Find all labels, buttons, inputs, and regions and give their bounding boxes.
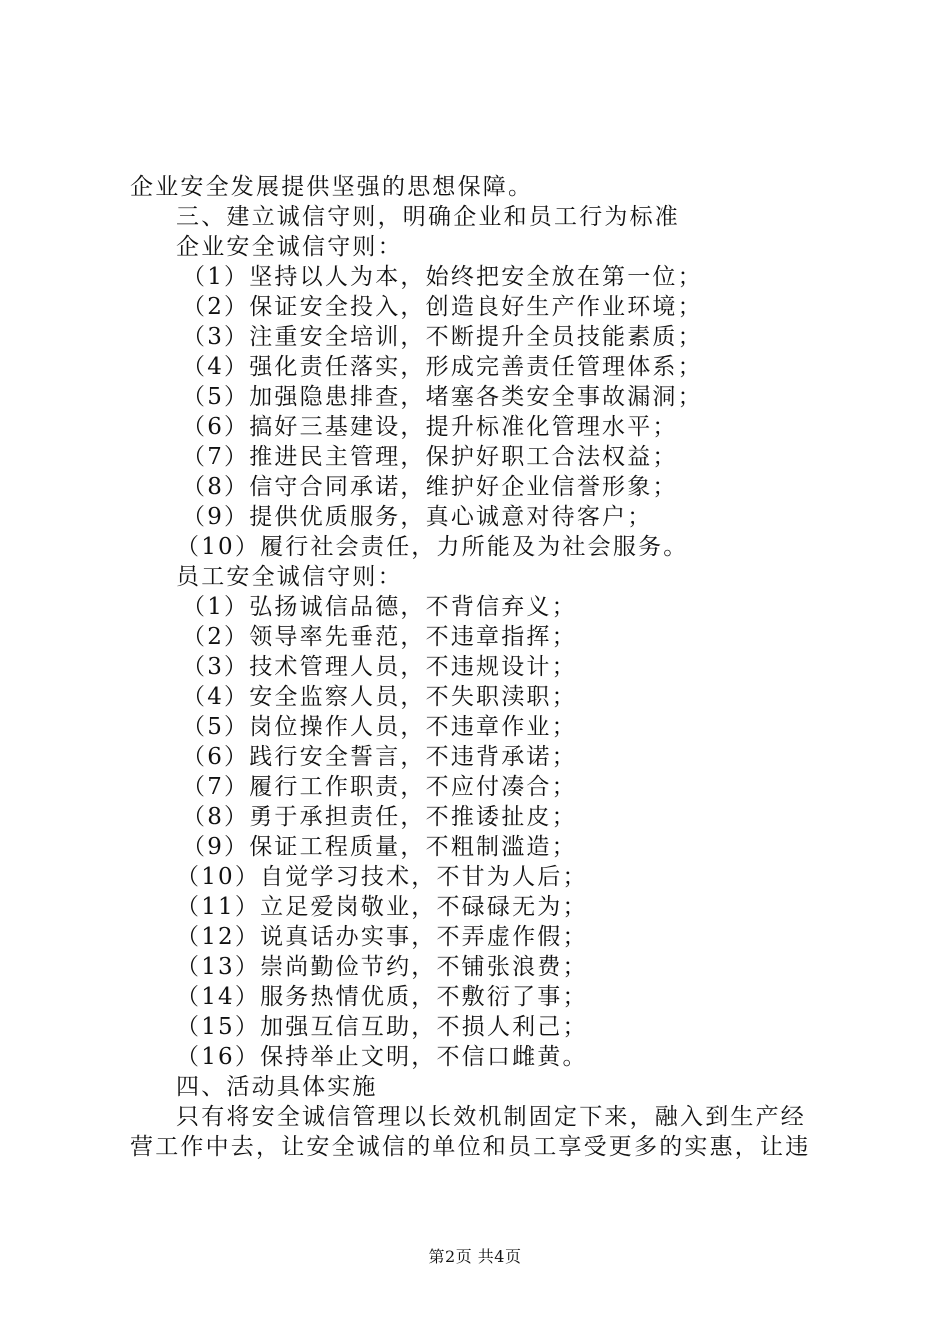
rule-item: （3）技术管理人员，不违规设计； <box>182 654 577 680</box>
rule-item: （8）勇于承担责任，不推诿扯皮； <box>182 804 577 830</box>
page-footer: 第2页 共4页 <box>428 1247 522 1266</box>
rule-item: （1）弘扬诚信品德，不背信弃义； <box>182 594 577 620</box>
rule-item: （3）注重安全培训，不断提升全员技能素质； <box>182 324 703 350</box>
rule-item: （1）坚持以人为本，始终把安全放在第一位； <box>182 264 703 290</box>
rule-item: （4）安全监察人员，不失职渎职； <box>182 684 577 710</box>
rule-item: （16）保持举止文明，不信口雌黄。 <box>176 1044 588 1070</box>
rule-item: （14）服务热情优质，不敷衍了事； <box>176 984 588 1010</box>
paragraph-line: 营工作中去，让安全诚信的单位和员工享受更多的实惠，让违 <box>130 1134 811 1160</box>
rule-item: （5）岗位操作人员，不违章作业； <box>182 714 577 740</box>
rule-item: （6）搞好三基建设，提升标准化管理水平； <box>182 414 678 440</box>
section-heading: 四、活动具体实施 <box>176 1074 378 1100</box>
section-subheading: 员工安全诚信守则： <box>176 564 403 590</box>
rule-item: （9）保证工程质量，不粗制滥造； <box>182 834 577 860</box>
rule-item: （6）践行安全誓言，不违背承诺； <box>182 744 577 770</box>
rule-item: （15）加强互信互助，不损人利己； <box>176 1014 588 1040</box>
rule-item: （7）履行工作职责，不应付凑合； <box>182 774 577 800</box>
section-heading: 三、建立诚信守则，明确企业和员工行为标准 <box>176 204 680 230</box>
rule-item: （8）信守合同承诺，维护好企业信誉形象； <box>182 474 678 500</box>
rule-item: （10）自觉学习技术，不甘为人后； <box>176 864 588 890</box>
rule-item: （11）立足爱岗敬业，不碌碌无为； <box>176 894 588 920</box>
rule-item: （7）推进民主管理，保护好职工合法权益； <box>182 444 678 470</box>
rule-item: （2）领导率先垂范，不违章指挥； <box>182 624 577 650</box>
rule-item: （10）履行社会责任，力所能及为社会服务。 <box>176 534 689 560</box>
section-subheading: 企业安全诚信守则： <box>176 234 403 260</box>
paragraph-line: 只有将安全诚信管理以长效机制固定下来，融入到生产经 <box>176 1104 806 1130</box>
document-body <box>130 172 830 1162</box>
paragraph-line: 企业安全发展提供坚强的思想保障。 <box>130 174 534 200</box>
rule-item: （13）崇尚勤俭节约，不铺张浪费； <box>176 954 588 980</box>
rule-item: （2）保证安全投入，创造良好生产作业环境； <box>182 294 703 320</box>
rule-item: （5）加强隐患排查，堵塞各类安全事故漏洞； <box>182 384 703 410</box>
rule-item: （12）说真话办实事，不弄虚作假； <box>176 924 588 950</box>
rule-item: （9）提供优质服务，真心诚意对待客户； <box>182 504 653 530</box>
rule-item: （4）强化责任落实，形成完善责任管理体系； <box>182 354 703 380</box>
